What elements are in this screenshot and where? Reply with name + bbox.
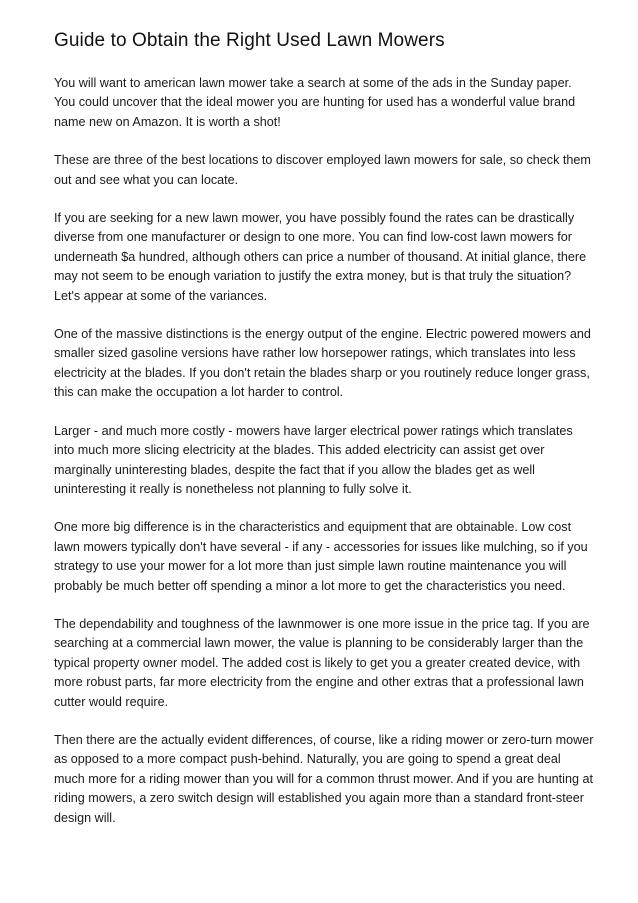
paragraph-2: These are three of the best locations to discover employed lawn mowers for sale, so check them out and see what you can locate. <box>54 153 591 187</box>
paragraph-5: Larger - and much more costly - mowers have larger electrical power ratings which translates into much more slicing electricity at the blades. This added electricity can assist get over marginally uninteresting blades, despite the fact that if you allow the blades get as well uninteresting it really is nonetheless not planning to fully solve it. <box>54 423 573 496</box>
paragraph-6: One more big difference is in the characteristics and equipment that are obtainable. Low cost lawn mowers typically don't have several - if any - accessories for issues like mulching, so if you strategy to use your mower for a lot more than just simple lawn routine maintenance you will probably be much better off spending a minor a lot more to get the characteristics you need. <box>54 520 588 593</box>
paragraph-4: One of the massive distinctions is the energy output of the engine. Electric powered mowers and smaller sized gasoline versions have rather low horsepower ratings, which translates into less electricity at the blades. If you don't retain the blades sharp or you routinely reduce longer grass, this can make the occupation a lot harder to control. <box>54 327 591 400</box>
paragraph-3: If you are seeking for a new lawn mower, you have possibly found the rates can be drastically diverse from one manufacturer or design to one more. You can find low-cost lawn mowers for underneath $a hundred, although others can price a number of thousand. At initial glance, there may not seem to be enough variation to justify the extra money, but is that truly the situation? Let's appear at some of the variances. <box>54 211 587 303</box>
paragraph-8: Then there are the actually evident differences, of course, like a riding mower or zero-turn mower as opposed to a more compact push-behind. Naturally, you are going to spend a great deal much more for a riding mower than you will for a common thrust mower. And if you are hunting at riding mowers, a zero switch design will established you again more than a standard front-steer design will. <box>54 732 594 825</box>
document-title: Guide to Obtain the Right Used Lawn Mowers <box>54 30 445 51</box>
paragraph-7: The dependability and toughness of the lawnmower is one more issue in the price tag. If you are searching at a commercial lawn mower, the value is planning to be considerably larger than the typical property owner model. The added cost is likely to get you a greater created device, with more robust parts, far more electricity from the engine and other extras that a professional lawn cutter would require. <box>54 616 590 709</box>
document-page <box>54 28 594 847</box>
paragraph-1: You will want to american lawn mower take a search at some of the ads in the Sunday paper. You could uncover that the ideal mower you are hunting for used has a wonderful value brand name new on Amazon. It is worth a shot! <box>54 76 576 129</box>
